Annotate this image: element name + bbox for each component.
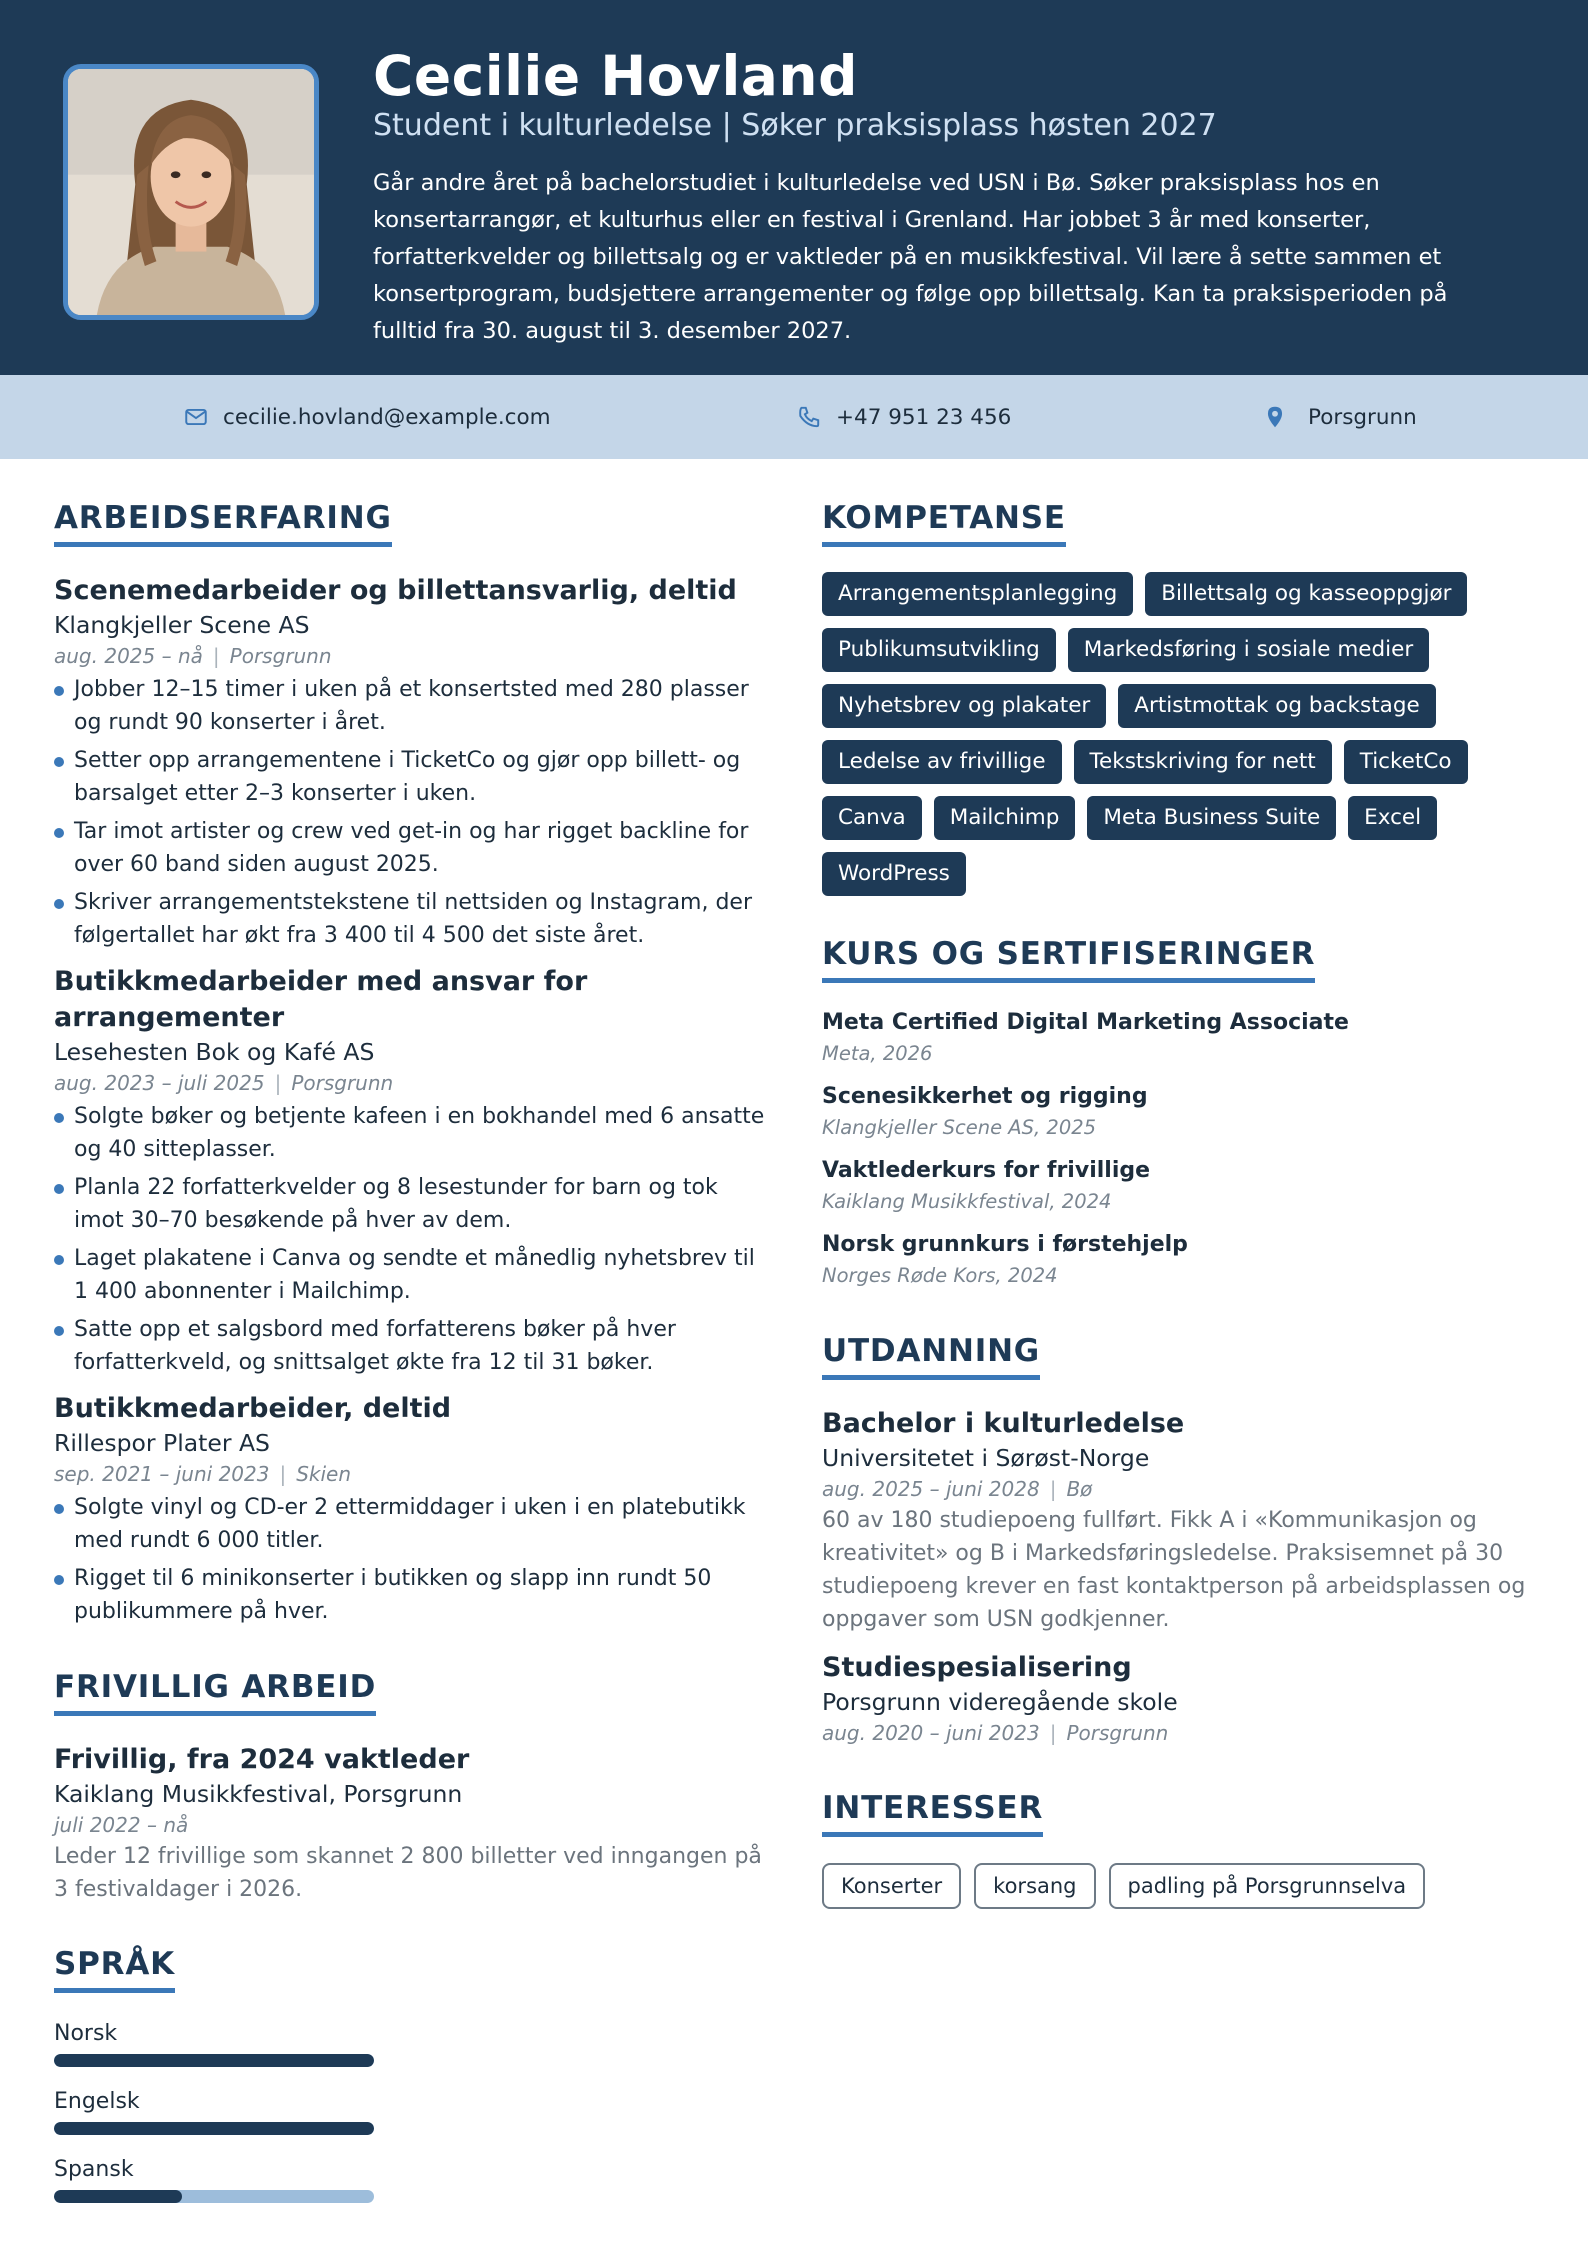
job-bullet: Jobber 12–15 timer i uken på et konsertsted med 280 plasser og rundt 90 konserter i året. [54, 673, 774, 739]
course-item [822, 1229, 1538, 1291]
education-place: Porsgrunn [1066, 1721, 1169, 1745]
course-name: Scenesikkerhet og rigging [822, 1084, 1148, 1109]
job-period: aug. 2025 – nå [54, 644, 203, 668]
phone-icon [796, 404, 822, 430]
location-pin-icon [1262, 404, 1288, 430]
section-title-courses: KURS OG SERTIFISERINGER [822, 936, 1315, 983]
job-place: Porsgrunn [229, 644, 332, 668]
course-name: Meta Certified Digital Marketing Associate [822, 1010, 1349, 1035]
left-column [54, 500, 774, 2203]
job-bullet: Planla 22 forfatterkvelder og 8 lesestunder for barn og tok imot 30–70 besøkende på hver av dem. [54, 1171, 774, 1237]
education-entry [822, 1650, 1538, 1748]
course-issuer: Klangkjeller Scene AS, 2025 [822, 1116, 1097, 1139]
language-list [54, 2019, 774, 2203]
skill-tag: Arrangementsplanlegging [822, 572, 1133, 616]
interest-tag: Konserter [822, 1863, 961, 1909]
job-entry [54, 1391, 774, 1628]
job-bullet: Rigget til 6 minikonserter i butikken og slapp inn rundt 50 publikummere på hver. [54, 1562, 774, 1628]
job-bullet: Satte opp et salgsbord med forfatterens bøker på hver forfatterkveld, og snittsalget økte fra 12 til 31 bøker. [54, 1313, 774, 1379]
job-bullet: Solgte vinyl og CD-er 2 ettermiddager i uken i en platebutikk med rundt 6 000 titler. [54, 1491, 774, 1557]
job-bullets [54, 673, 774, 952]
skill-tag: Artistmottak og backstage [1118, 684, 1435, 728]
job-period: sep. 2021 – juni 2023 [54, 1462, 270, 1486]
job-meta: sep. 2021 – juni 2023 | Skien [54, 1462, 352, 1486]
skill-tag: Meta Business Suite [1087, 796, 1336, 840]
job-entry [54, 964, 774, 1379]
right-column [822, 500, 1538, 1909]
education-description: 60 av 180 studiepoeng fullført. Fikk A i «Kommunikasjon og kreativitet» og B i Markedsføringsledelse. Praksisemnet på 30 studiepoeng krever en fast kontaktperson på arbeidsplassen og oppgaver som USN godkjenner. [822, 1508, 1526, 1632]
profile-summary: Går andre året på bachelorstudiet i kulturledelse ved USN i Bø. Søker praksisplass hos en konsertarrangør, et kulturhus eller en festival i Grenland. Har jobbet 3 år med konserter, forfatterkvelder og billettsalg og er vaktleder på en musikkfestival. Vil lære å sette sammen et konsertprogram, budsjettere arrangementer og følge opp billettsalg. Kan ta praksisperioden på fulltid fra 30. august til 3. desember 2027. [373, 170, 1448, 344]
volunteer-period: juli 2022 – nå [54, 1813, 189, 1837]
course-name: Norsk grunnkurs i førstehjelp [822, 1232, 1188, 1257]
skill-tag: TicketCo [1344, 740, 1468, 784]
job-title: Butikkmedarbeider, deltid [54, 1393, 452, 1424]
job-bullet: Tar imot artister og crew ved get-in og har rigget backline for over 60 band siden august 2025. [54, 815, 774, 881]
language-level-fill [54, 2054, 374, 2067]
language-name: Spansk [54, 2157, 134, 2182]
education-place: Bø [1066, 1477, 1093, 1501]
skill-tag: Mailchimp [934, 796, 1076, 840]
language-level-fill [54, 2122, 374, 2135]
job-entry [54, 573, 774, 952]
language-level-bar [54, 2190, 374, 2203]
skill-tag: Markedsføring i sosiale medier [1068, 628, 1429, 672]
course-issuer: Meta, 2026 [822, 1042, 933, 1065]
interest-tag: korsang [974, 1863, 1095, 1909]
language-level-bar [54, 2122, 374, 2135]
job-meta: aug. 2023 – juli 2025 | Porsgrunn [54, 1071, 394, 1095]
education-period: aug. 2020 – juni 2023 [822, 1721, 1040, 1745]
job-bullets [54, 1491, 774, 1628]
language-name: Engelsk [54, 2089, 140, 2114]
volunteer-role: Frivillig, fra 2024 vaktleder [54, 1744, 470, 1775]
education-degree: Studiespesialisering [822, 1652, 1132, 1683]
course-issuer: Kaiklang Musikkfestival, 2024 [822, 1190, 1112, 1213]
section-title-education: UTDANNING [822, 1333, 1040, 1380]
email-text: cecilie.hovland@example.com [223, 404, 551, 430]
interest-tag: padling på Porsgrunnselva [1109, 1863, 1426, 1909]
location-text: Porsgrunn [1308, 404, 1417, 430]
language-level-bar [54, 2054, 374, 2067]
job-place: Skien [296, 1462, 352, 1486]
job-meta: aug. 2025 – nå | Porsgrunn [54, 644, 332, 668]
education-meta: aug. 2025 – juni 2028 | Bø [822, 1477, 1093, 1501]
job-title: Scenemedarbeider og billettansvarlig, deltid [54, 575, 737, 606]
skill-tag: Nyhetsbrev og plakater [822, 684, 1106, 728]
job-bullet: Solgte bøker og betjente kafeen i en bokhandel med 6 ansatte og 40 sitteplasser. [54, 1100, 774, 1166]
section-title-skills: KOMPETANSE [822, 500, 1066, 547]
volunteer-description: Leder 12 frivillige som skannet 2 800 billetter ved inngangen på 3 festivaldager i 2026. [54, 1844, 762, 1902]
language-item [54, 2019, 774, 2067]
candidate-name: Cecilie Hovland [373, 44, 858, 108]
candidate-tagline: Student i kulturledelse | Søker praksisplass høsten 2027 [373, 108, 1217, 143]
course-item [822, 1155, 1538, 1217]
skill-tag: Tekstskriving for nett [1074, 740, 1332, 784]
job-title: Butikkmedarbeider med ansvar for arrangementer [54, 966, 588, 1033]
job-place: Porsgrunn [291, 1071, 394, 1095]
course-list [822, 1007, 1538, 1291]
language-level-fill [54, 2190, 182, 2203]
mail-icon [183, 404, 209, 430]
contact-location [1262, 375, 1417, 459]
contact-bar [0, 375, 1588, 459]
profile-photo [63, 64, 319, 320]
skill-tag: Ledelse av frivillige [822, 740, 1062, 784]
contact-phone[interactable] [796, 375, 1011, 459]
job-period: aug. 2023 – juli 2025 [54, 1071, 265, 1095]
job-bullets [54, 1100, 774, 1379]
section-title-volunteer: FRIVILLIG ARBEID [54, 1669, 376, 1716]
course-name: Vaktlederkurs for frivillige [822, 1158, 1151, 1183]
skill-tag: Billettsalg og kasseoppgjør [1145, 572, 1467, 616]
interest-tags [822, 1863, 1538, 1909]
skill-tags [822, 572, 1482, 896]
course-issuer: Norges Røde Kors, 2024 [822, 1264, 1058, 1287]
job-employer: Lesehesten Bok og Kafé AS [54, 1038, 375, 1066]
course-item [822, 1007, 1538, 1069]
contact-email[interactable] [183, 375, 551, 459]
education-school: Porsgrunn videregående skole [822, 1688, 1178, 1716]
language-name: Norsk [54, 2021, 118, 2046]
job-employer: Klangkjeller Scene AS [54, 611, 310, 639]
volunteer-entry [54, 1742, 774, 1906]
course-item [822, 1081, 1538, 1143]
skill-tag: Canva [822, 796, 922, 840]
job-bullet: Setter opp arrangementene i TicketCo og gjør opp billett- og barsalget etter 2–3 konserter i uken. [54, 744, 774, 810]
skill-tag: Excel [1348, 796, 1437, 840]
education-school: Universitetet i Sørøst-Norge [822, 1444, 1150, 1472]
education-period: aug. 2025 – juni 2028 [822, 1477, 1040, 1501]
skill-tag: WordPress [822, 852, 966, 896]
education-degree: Bachelor i kulturledelse [822, 1408, 1185, 1439]
language-item [54, 2155, 774, 2203]
language-item [54, 2087, 774, 2135]
section-title-interests: INTERESSER [822, 1790, 1043, 1837]
volunteer-org: Kaiklang Musikkfestival, Porsgrunn [54, 1780, 463, 1808]
phone-text: +47 951 23 456 [836, 404, 1012, 430]
skill-tag: Publikumsutvikling [822, 628, 1056, 672]
job-bullet: Laget plakatene i Canva og sendte et månedlig nyhetsbrev til 1 400 abonnenter i Mailchimp. [54, 1242, 774, 1308]
job-employer: Rillespor Plater AS [54, 1429, 270, 1457]
education-meta: aug. 2020 – juni 2023 | Porsgrunn [822, 1721, 1169, 1745]
job-bullet: Skriver arrangementstekstene til nettsiden og Instagram, der følgertallet har økt fra 3 400 til 4 500 det siste året. [54, 886, 774, 952]
education-entry [822, 1406, 1538, 1636]
section-title-languages: SPRÅK [54, 1946, 175, 1993]
header [0, 0, 1588, 375]
section-title-experience: ARBEIDSERFARING [54, 500, 392, 547]
